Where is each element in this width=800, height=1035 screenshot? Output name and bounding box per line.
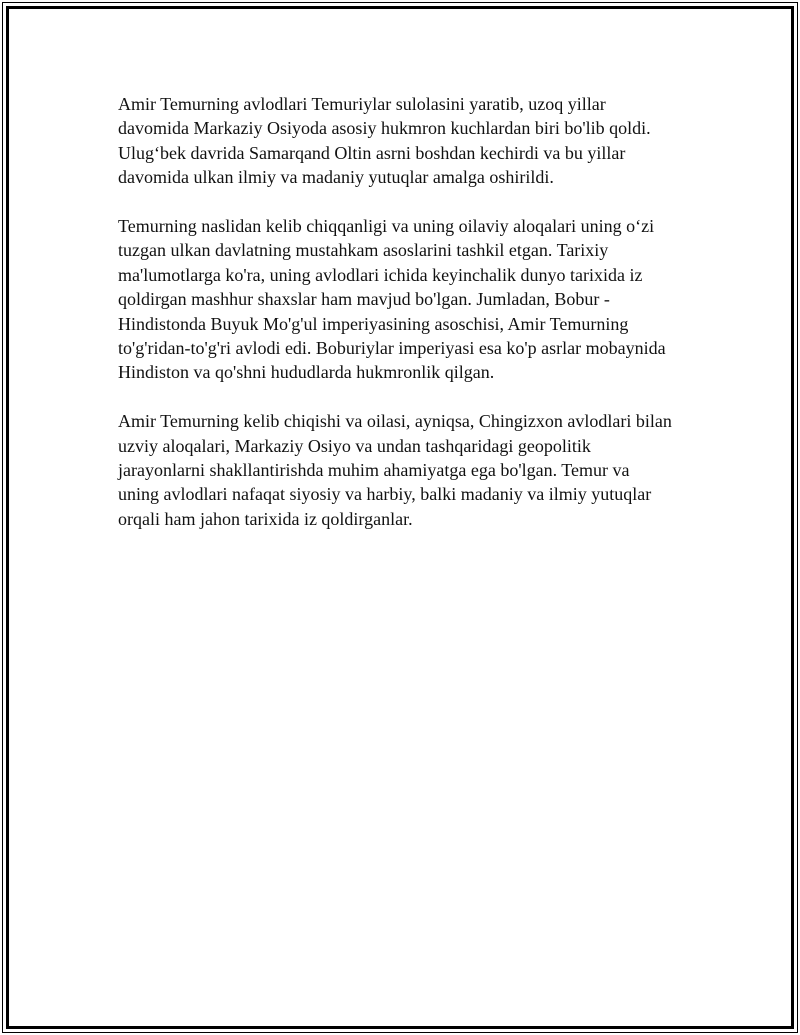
document-body — [118, 92, 698, 556]
text-line: Hindiston va qo'shni hududlarda hukmronlik qilgan. — [118, 362, 495, 383]
text-line: Temurning naslidan kelib chiqqanligi va uning oilaviy aloqalari uning oʻzi — [118, 216, 655, 237]
paragraph-1 — [118, 92, 698, 190]
text-line: Amir Temurning kelib chiqishi va oilasi, ayniqsa, Chingizxon avlodlari bilan — [118, 411, 672, 432]
text-line: uning avlodlari nafaqat siyosiy va harbiy, balki madaniy va ilmiy yutuqlar — [118, 484, 652, 505]
text-line: Hindistonda Buyuk Mo'g'ul imperiyasining asoschisi, Amir Temurning — [118, 313, 629, 334]
paragraph-3 — [118, 409, 698, 531]
text-line: tuzgan ulkan davlatning mustahkam asoslarini tashkil etgan. Tarixiy — [118, 240, 609, 261]
text-line: Ulugʻbek davrida Samarqand Oltin asrni boshdan kechirdi va bu yillar — [118, 142, 626, 163]
text-line: qoldirgan mashhur shaxslar ham mavjud bo'lgan. Jumladan, Bobur - — [118, 289, 610, 310]
text-line: to'g'ridan-to'g'ri avlodi edi. Boburiylar imperiyasi esa ko'p asrlar mobaynida — [118, 338, 666, 359]
text-line: davomida Markaziy Osiyoda asosiy hukmron kuchlardan biri bo'lib qoldi. — [118, 118, 651, 139]
paragraph-2 — [118, 214, 698, 385]
text-line: davomida ulkan ilmiy va madaniy yutuqlar amalga oshirildi. — [118, 167, 554, 188]
text-line: ma'lumotlarga ko'ra, uning avlodlari ichida keyinchalik dunyo tarixida iz — [118, 264, 643, 285]
text-line: Amir Temurning avlodlari Temuriylar sulolasini yaratib, uzoq yillar — [118, 94, 606, 114]
text-line: uzviy aloqalari, Markaziy Osiyo va undan tashqaridagi geopolitik — [118, 435, 591, 456]
text-line: jarayonlarni shakllantirishda muhim ahamiyatga ega bo'lgan. Temur va — [118, 460, 630, 481]
text-line: orqali ham jahon tarixida iz qoldirganlar. — [118, 508, 413, 529]
